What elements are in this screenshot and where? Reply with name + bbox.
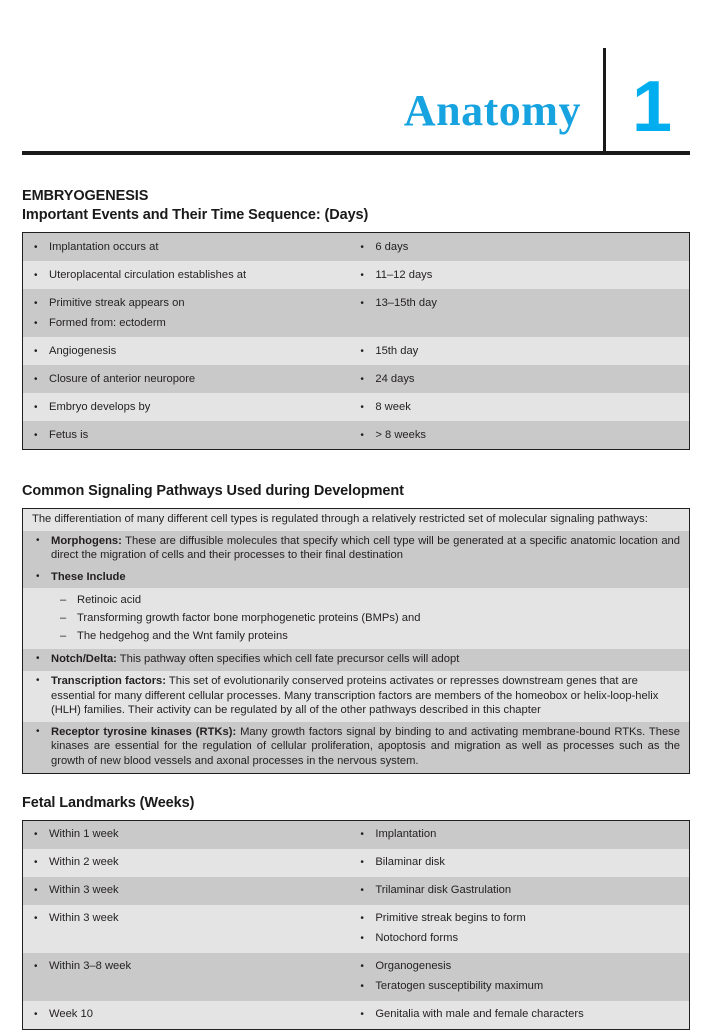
cell-bullet-list	[23, 393, 349, 421]
cell-bullet-list	[23, 849, 349, 877]
signaling-these-include-row	[23, 567, 689, 589]
table-cell-left	[23, 261, 350, 289]
list-item: • 13–15th day	[349, 293, 683, 313]
fetal-landmarks-table	[22, 820, 690, 1030]
cell-bullet-list	[23, 1001, 349, 1029]
table-row	[23, 905, 690, 953]
embryogenesis-kicker: EMBRYOGENESIS	[22, 188, 149, 204]
table-cell-right	[349, 953, 689, 1001]
list-item: • Within 3 week	[23, 881, 343, 901]
cell-bullet-list	[23, 289, 349, 337]
list-item: • 15th day	[349, 341, 683, 361]
table-row	[23, 233, 690, 262]
cell-bullet-list	[23, 877, 349, 905]
morphogens-text: These are diffusible molecules that specify which cell type will be generated at a specific anatomic location and direct the migration of cells and their processes to their final destination	[51, 534, 680, 562]
list-item: • 8 week	[349, 397, 683, 417]
table-cell-left	[23, 233, 350, 262]
list-item: • Implantation occurs at	[23, 237, 343, 257]
embryogenesis-heading-block	[22, 187, 690, 225]
list-item: • 24 days	[349, 369, 683, 389]
signaling-sublist-row	[23, 588, 689, 649]
cell-bullet-list	[349, 421, 689, 449]
list-item: • Formed from: ectoderm	[23, 313, 343, 333]
table-cell-left	[23, 393, 350, 421]
list-item: • Primitive streak begins to form	[349, 909, 683, 929]
table-cell-left	[23, 365, 350, 393]
list-item: • Fetus is	[23, 425, 343, 445]
cell-bullet-list	[349, 1001, 689, 1029]
chapter-title: Anatomy	[403, 86, 581, 135]
list-item: • Organogenesis	[349, 957, 683, 977]
table-cell-right	[349, 820, 689, 849]
page-content	[0, 187, 704, 1030]
transcription-lead: Transcription factors:	[51, 674, 167, 687]
list-item: • Embryo develops by	[23, 397, 343, 417]
notch-text: This pathway often specifies which cell fate precursor cells will adopt	[116, 653, 460, 666]
list-item: • 11–12 days	[349, 265, 683, 285]
table-cell-left	[23, 953, 350, 1001]
cell-bullet-list	[349, 365, 689, 393]
table-row	[23, 365, 690, 393]
table-cell-right	[349, 393, 689, 421]
chapter-number: 1	[631, 67, 672, 147]
list-item: • Within 3 week	[23, 909, 343, 929]
cell-bullet-list	[349, 393, 689, 421]
cell-bullet-list	[349, 877, 689, 905]
table-cell-left	[23, 337, 350, 365]
table-cell-right	[349, 877, 689, 905]
rtk-text: Many growth factors signal by binding to and activating membrane-bound RTKs. These kinases are essential for the regulation of cellular proliferation, apoptosis and migration as well as processes such as the growth of new blood vessels and axonal processes in the nervous system.	[51, 725, 680, 767]
table-row	[23, 820, 690, 849]
list-item: • Within 2 week	[23, 853, 343, 873]
table-row	[23, 849, 690, 877]
list-item: • Primitive streak appears on	[23, 293, 343, 313]
table-row	[23, 337, 690, 365]
table-cell-left	[23, 905, 350, 953]
these-include-bullet	[32, 570, 680, 585]
signaling-transcription-row	[23, 671, 689, 722]
table-cell-left	[23, 877, 350, 905]
table-cell-left	[23, 1001, 350, 1030]
table-row	[23, 1001, 690, 1030]
table-cell-right	[349, 261, 689, 289]
notch-lead: Notch/Delta:	[51, 653, 117, 666]
cell-bullet-list	[349, 821, 689, 849]
cell-bullet-list	[23, 261, 349, 289]
list-item: • Angiogenesis	[23, 341, 343, 361]
cell-bullet-list	[349, 953, 689, 1001]
cell-bullet-list	[23, 337, 349, 365]
rtk-lead: Receptor tyrosine kinases (RTKs):	[51, 725, 237, 738]
morphogens-lead: Morphogens:	[51, 534, 122, 547]
signaling-notch-row	[23, 649, 689, 671]
signaling-rtk-row	[23, 722, 689, 773]
table-cell-right	[349, 905, 689, 953]
list-item: • Notochord forms	[349, 929, 683, 949]
table-row	[23, 421, 690, 450]
table-cell-right	[349, 421, 689, 450]
table-cell-left	[23, 421, 350, 450]
table-row	[23, 953, 690, 1001]
cell-bullet-list	[349, 289, 689, 317]
cell-bullet-list	[349, 337, 689, 365]
header-horizontal-rule	[22, 151, 690, 155]
cell-bullet-list	[349, 905, 689, 953]
list-item: • Bilaminar disk	[349, 853, 683, 873]
table-cell-right	[349, 365, 689, 393]
list-item: • Closure of anterior neuropore	[23, 369, 343, 389]
list-item: • Teratogen susceptibility maximum	[349, 977, 683, 997]
cell-bullet-list	[23, 953, 349, 981]
cell-bullet-list	[349, 233, 689, 261]
cell-bullet-list	[23, 421, 349, 449]
fetal-landmarks-title: Fetal Landmarks (Weeks)	[22, 794, 195, 811]
list-item: • Implantation	[349, 825, 683, 845]
list-item: • 6 days	[349, 237, 683, 257]
embryogenesis-subtitle: Important Events and Their Time Sequence: (Days)	[22, 207, 369, 223]
list-item: • Trilaminar disk Gastrulation	[349, 881, 683, 901]
notch-bullet	[32, 652, 680, 667]
cell-bullet-list	[23, 821, 349, 849]
these-include-sublist	[32, 591, 680, 645]
transcription-bullet	[32, 674, 680, 718]
rtk-bullet	[32, 725, 680, 769]
table-row	[23, 393, 690, 421]
table-cell-right	[349, 233, 689, 262]
list-item: • Week 10	[23, 1005, 343, 1025]
cell-bullet-list	[23, 233, 349, 261]
these-include-lead: These Include	[51, 570, 126, 583]
transcription-text: This set of evolutionarily conserved proteins activates or represses downstream genes that are essential for many different cellular processes. Many transcription factors are members of the homeobox or helix-loop-helix (HLH) families. Their activity can be regulated by all of the other pathways described in this chapter	[51, 674, 659, 717]
list-item: • Within 3–8 week	[23, 957, 343, 977]
table-row	[23, 289, 690, 337]
table-cell-left	[23, 849, 350, 877]
table-cell-right	[349, 337, 689, 365]
cell-bullet-list	[23, 905, 349, 933]
signaling-title: Common Signaling Pathways Used during Development	[22, 483, 404, 499]
cell-bullet-list	[23, 365, 349, 393]
list-item: – The hedgehog and the Wnt family proteins	[51, 627, 680, 645]
signaling-morphogens-bullet	[32, 534, 680, 563]
list-item: • > 8 weeks	[349, 425, 683, 445]
list-item: – Transforming growth factor bone morphogenetic proteins (BMPs) and	[51, 609, 680, 627]
cell-bullet-list	[349, 261, 689, 289]
table-cell-right	[349, 1001, 689, 1030]
table-cell-left	[23, 820, 350, 849]
signaling-intro-text: The differentiation of many different cell types is regulated through a relatively restricted set of molecular signaling pathways:	[32, 513, 648, 525]
signaling-heading-block	[22, 482, 690, 501]
cell-bullet-list	[349, 849, 689, 877]
fetal-landmarks-heading-block	[22, 794, 690, 813]
table-cell-right	[349, 849, 689, 877]
list-item: • Genitalia with male and female characters	[349, 1005, 683, 1025]
table-row	[23, 261, 690, 289]
signaling-info-box	[22, 508, 690, 774]
embryogenesis-table	[22, 232, 690, 450]
table-cell-left	[23, 289, 350, 337]
list-item: • Uteroplacental circulation establishes at	[23, 265, 343, 285]
table-cell-right	[349, 289, 689, 337]
chapter-header	[0, 0, 704, 155]
list-item: – Retinoic acid	[51, 591, 680, 609]
signaling-intro-row	[23, 509, 689, 531]
list-item: • Within 1 week	[23, 825, 343, 845]
table-row	[23, 877, 690, 905]
signaling-morphogens-row	[23, 531, 689, 567]
